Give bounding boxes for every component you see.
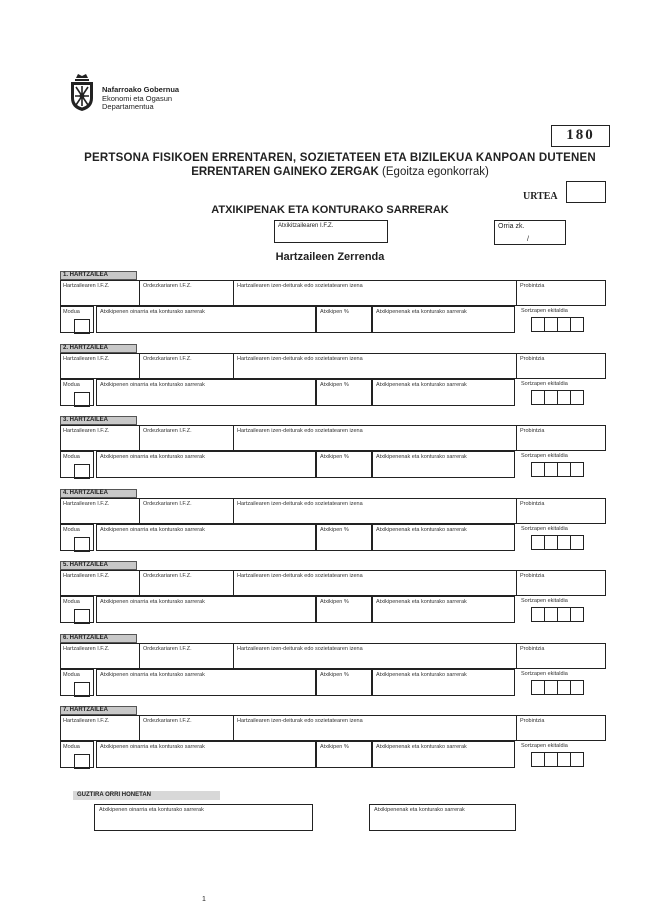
accrual-year-label: Sortzapen ekitaldia <box>521 308 568 314</box>
digit-box[interactable] <box>557 317 571 332</box>
divider <box>516 281 517 305</box>
code-field[interactable] <box>74 537 90 552</box>
code-cell <box>60 669 94 696</box>
accrual-year-cell <box>517 451 606 478</box>
code-field[interactable] <box>74 682 90 697</box>
base-amount-label: Atxikipenen oinarria eta konturako sarrerak <box>100 744 205 750</box>
divider <box>516 354 517 378</box>
accrual-year-boxes[interactable] <box>531 317 583 330</box>
total-withheld-label: Atxikipenenak eta konturako sarrerak <box>374 807 465 813</box>
withheld-field[interactable] <box>372 741 515 768</box>
code-label: Modua <box>63 744 80 750</box>
percent-label: Atxikipen % <box>320 382 349 388</box>
code-label: Modua <box>63 454 80 460</box>
digit-box[interactable] <box>544 607 558 622</box>
recipient-ifz-label: Hartzailearen I.F.Z. <box>63 718 110 724</box>
recipient-name-label: Hartzailearen izen-deiturak edo sozietatearen izena <box>237 573 363 579</box>
recipient-id-row <box>60 715 606 741</box>
digit-box[interactable] <box>557 680 571 695</box>
percent-label: Atxikipen % <box>320 309 349 315</box>
withheld-field[interactable] <box>372 669 515 696</box>
divider <box>233 426 234 450</box>
representative-ifz-label: Ordezkariaren I.F.Z. <box>143 718 192 724</box>
withheld-label: Atxikipenenak eta konturako sarrerak <box>376 309 467 315</box>
recipient-amount-row <box>60 306 606 333</box>
code-label: Modua <box>63 309 80 315</box>
digit-box[interactable] <box>531 607 545 622</box>
section-title: ATXIKIPENAK ETA KONTURAKO SARRERAK <box>211 204 449 216</box>
digit-box[interactable] <box>544 462 558 477</box>
digit-box[interactable] <box>544 390 558 405</box>
province-label: Probintzia <box>520 718 545 724</box>
accrual-year-boxes[interactable] <box>531 390 583 403</box>
percent-label: Atxikipen % <box>320 744 349 750</box>
recipient-id-row <box>60 570 606 596</box>
recipient-amount-row <box>60 379 606 406</box>
base-amount-label: Atxikipenen oinarria eta konturako sarrerak <box>100 454 205 460</box>
recipient-amount-row <box>60 741 606 768</box>
code-field[interactable] <box>74 392 90 407</box>
divider <box>233 281 234 305</box>
org-name <box>102 86 179 112</box>
digit-box[interactable] <box>570 752 584 767</box>
base-amount-field[interactable] <box>96 379 316 406</box>
divider <box>139 354 140 378</box>
withheld-label: Atxikipenenak eta konturako sarrerak <box>376 527 467 533</box>
recipient-amount-row <box>60 451 606 478</box>
digit-box[interactable] <box>544 752 558 767</box>
org-line-2: Ekonomi eta Ogasun <box>102 93 173 103</box>
withheld-field[interactable] <box>372 524 515 551</box>
recipient-ifz-label: Hartzailearen I.F.Z. <box>63 573 110 579</box>
org-line-1: Nafarroako Gobernua <box>102 85 180 94</box>
code-field[interactable] <box>74 319 90 334</box>
recipient-tag: 2. HARTZAILEA <box>60 344 137 353</box>
recipient-id-row <box>60 353 606 379</box>
withholder-ifz-label: Atxikitzailearen I.F.Z. <box>278 223 334 229</box>
base-amount-field[interactable] <box>96 669 316 696</box>
code-cell <box>60 741 94 768</box>
withheld-label: Atxikipenenak eta konturako sarrerak <box>376 744 467 750</box>
recipient-tag: 5. HARTZAILEA <box>60 561 137 570</box>
recipient-name-label: Hartzailearen izen-deiturak edo sozietatearen izena <box>237 283 363 289</box>
year-label: URTEA <box>523 191 558 202</box>
base-amount-field[interactable] <box>96 451 316 478</box>
divider <box>139 716 140 740</box>
accrual-year-boxes[interactable] <box>531 462 583 475</box>
page-number: 1 <box>202 896 206 903</box>
percent-label: Atxikipen % <box>320 672 349 678</box>
accrual-year-boxes[interactable] <box>531 680 583 693</box>
withholder-ifz-field[interactable] <box>274 220 388 243</box>
divider <box>516 499 517 523</box>
province-label: Probintzia <box>520 646 545 652</box>
percent-field[interactable] <box>316 596 372 623</box>
recipient-name-label: Hartzailearen izen-deiturak edo sozietatearen izena <box>237 501 363 507</box>
org-line-3: Departamentua <box>102 102 154 111</box>
recipient-block <box>60 271 606 333</box>
percent-label: Atxikipen % <box>320 599 349 605</box>
withheld-label: Atxikipenenak eta konturako sarrerak <box>376 599 467 605</box>
divider <box>233 716 234 740</box>
digit-box[interactable] <box>557 535 571 550</box>
divider <box>139 499 140 523</box>
recipient-block <box>60 489 606 551</box>
divider <box>233 644 234 668</box>
base-amount-label: Atxikipenen oinarria eta konturako sarrerak <box>100 382 205 388</box>
code-cell <box>60 306 94 333</box>
recipient-ifz-label: Hartzailearen I.F.Z. <box>63 356 110 362</box>
province-label: Probintzia <box>520 428 545 434</box>
recipient-block <box>60 344 606 406</box>
percent-field[interactable] <box>316 379 372 406</box>
recipient-name-label: Hartzailearen izen-deiturak edo sozietatearen izena <box>237 718 363 724</box>
recipient-tag: 7. HARTZAILEA <box>60 706 137 715</box>
divider <box>139 571 140 595</box>
page-number-separator: / <box>527 236 529 243</box>
accrual-year-boxes[interactable] <box>531 607 583 620</box>
base-amount-label: Atxikipenen oinarria eta konturako sarrerak <box>100 672 205 678</box>
total-withheld-field[interactable] <box>369 804 516 831</box>
representative-ifz-label: Ordezkariaren I.F.Z. <box>143 573 192 579</box>
percent-field[interactable] <box>316 669 372 696</box>
total-amount-label: Atxikipenen oinarria eta konturako sarrerak <box>99 807 204 813</box>
divider <box>233 571 234 595</box>
code-cell <box>60 379 94 406</box>
code-field[interactable] <box>74 609 90 624</box>
recipient-name-label: Hartzailearen izen-deiturak edo sozietatearen izena <box>237 646 363 652</box>
digit-box[interactable] <box>570 317 584 332</box>
percent-field[interactable] <box>316 451 372 478</box>
form-title-line-1: PERTSONA FISIKOEN ERRENTAREN, SOZIETATEEN ETA BIZILEKUA KANPOAN DUTENEN <box>84 152 596 164</box>
form-number: 180 <box>551 125 610 147</box>
accrual-year-boxes[interactable] <box>531 535 583 548</box>
code-label: Modua <box>63 527 80 533</box>
code-field[interactable] <box>74 464 90 479</box>
accrual-year-cell <box>517 524 606 551</box>
digit-box[interactable] <box>531 680 545 695</box>
base-amount-label: Atxikipenen oinarria eta konturako sarrerak <box>100 527 205 533</box>
digit-box[interactable] <box>531 390 545 405</box>
code-field[interactable] <box>74 754 90 769</box>
recipients-list-title: Hartzaileen Zerrenda <box>275 251 385 263</box>
digit-box[interactable] <box>570 462 584 477</box>
digit-box[interactable] <box>531 462 545 477</box>
page-number-label: Orria zk. <box>498 223 525 230</box>
recipient-amount-row <box>60 524 606 551</box>
recipient-block <box>60 706 606 768</box>
percent-label: Atxikipen % <box>320 454 349 460</box>
withheld-label: Atxikipenenak eta konturako sarrerak <box>376 672 467 678</box>
divider <box>139 281 140 305</box>
code-cell <box>60 524 94 551</box>
year-field[interactable] <box>566 181 606 203</box>
representative-ifz-label: Ordezkariaren I.F.Z. <box>143 646 192 652</box>
digit-box[interactable] <box>544 317 558 332</box>
recipient-block <box>60 634 606 696</box>
digit-box[interactable] <box>544 680 558 695</box>
representative-ifz-label: Ordezkariaren I.F.Z. <box>143 283 192 289</box>
digit-box[interactable] <box>570 607 584 622</box>
code-cell <box>60 596 94 623</box>
accrual-year-cell <box>517 669 606 696</box>
recipient-ifz-label: Hartzailearen I.F.Z. <box>63 428 110 434</box>
recipient-id-row <box>60 425 606 451</box>
recipient-ifz-label: Hartzailearen I.F.Z. <box>63 646 110 652</box>
province-label: Probintzia <box>520 356 545 362</box>
recipient-id-row <box>60 498 606 524</box>
recipient-tag: 4. HARTZAILEA <box>60 489 137 498</box>
digit-box[interactable] <box>557 462 571 477</box>
withheld-field[interactable] <box>372 596 515 623</box>
base-amount-field[interactable] <box>96 596 316 623</box>
divider <box>139 644 140 668</box>
divider <box>139 426 140 450</box>
withheld-field[interactable] <box>372 379 515 406</box>
accrual-year-cell <box>517 379 606 406</box>
digit-box[interactable] <box>557 607 571 622</box>
divider <box>233 354 234 378</box>
digit-box[interactable] <box>557 752 571 767</box>
province-label: Probintzia <box>520 573 545 579</box>
recipient-id-row <box>60 280 606 306</box>
divider <box>516 426 517 450</box>
percent-field[interactable] <box>316 741 372 768</box>
digit-box[interactable] <box>557 390 571 405</box>
recipient-tag: 1. HARTZAILEA <box>60 271 137 280</box>
recipient-tag: 3. HARTZAILEA <box>60 416 137 425</box>
divider <box>516 571 517 595</box>
digit-box[interactable] <box>544 535 558 550</box>
representative-ifz-label: Ordezkariaren I.F.Z. <box>143 428 192 434</box>
accrual-year-label: Sortzapen ekitaldia <box>521 598 568 604</box>
recipient-ifz-label: Hartzailearen I.F.Z. <box>63 501 110 507</box>
digit-box[interactable] <box>531 535 545 550</box>
digit-box[interactable] <box>531 317 545 332</box>
digit-box[interactable] <box>570 390 584 405</box>
code-label: Modua <box>63 382 80 388</box>
accrual-year-label: Sortzapen ekitaldia <box>521 453 568 459</box>
digit-box[interactable] <box>531 752 545 767</box>
province-label: Probintzia <box>520 501 545 507</box>
recipient-amount-row <box>60 596 606 623</box>
recipient-amount-row <box>60 669 606 696</box>
accrual-year-label: Sortzapen ekitaldia <box>521 671 568 677</box>
recipient-block <box>60 416 606 478</box>
recipient-tag: 6. HARTZAILEA <box>60 634 137 643</box>
accrual-year-label: Sortzapen ekitaldia <box>521 743 568 749</box>
page-totals-label: GUZTIRA ORRI HONETAN <box>73 791 220 800</box>
form-title-note: (Egoitza egonkorrak) <box>382 166 489 178</box>
divider <box>516 716 517 740</box>
form-title-line-2 <box>60 166 620 178</box>
accrual-year-boxes[interactable] <box>531 752 583 765</box>
withheld-field[interactable] <box>372 451 515 478</box>
recipient-ifz-label: Hartzailearen I.F.Z. <box>63 283 110 289</box>
recipient-name-label: Hartzailearen izen-deiturak edo sozietatearen izena <box>237 428 363 434</box>
digit-box[interactable] <box>570 680 584 695</box>
percent-field[interactable] <box>316 524 372 551</box>
page-number-field[interactable] <box>494 220 566 245</box>
base-amount-label: Atxikipenen oinarria eta konturako sarrerak <box>100 599 205 605</box>
base-amount-field[interactable] <box>96 306 316 333</box>
accrual-year-label: Sortzapen ekitaldia <box>521 526 568 532</box>
divider <box>233 499 234 523</box>
base-amount-label: Atxikipenen oinarria eta konturako sarrerak <box>100 309 205 315</box>
accrual-year-cell <box>517 741 606 768</box>
form-title-main: ERRENTAREN GAINEKO ZERGAK <box>191 166 379 178</box>
accrual-year-label: Sortzapen ekitaldia <box>521 381 568 387</box>
withheld-label: Atxikipenenak eta konturako sarrerak <box>376 454 467 460</box>
code-label: Modua <box>63 672 80 678</box>
withheld-label: Atxikipenenak eta konturako sarrerak <box>376 382 467 388</box>
recipient-id-row <box>60 643 606 669</box>
digit-box[interactable] <box>570 535 584 550</box>
divider <box>516 644 517 668</box>
recipient-name-label: Hartzailearen izen-deiturak edo sozietatearen izena <box>237 356 363 362</box>
percent-label: Atxikipen % <box>320 527 349 533</box>
accrual-year-cell <box>517 596 606 623</box>
percent-field[interactable] <box>316 306 372 333</box>
recipient-block <box>60 561 606 623</box>
representative-ifz-label: Ordezkariaren I.F.Z. <box>143 356 192 362</box>
total-amount-field[interactable] <box>94 804 313 831</box>
representative-ifz-label: Ordezkariaren I.F.Z. <box>143 501 192 507</box>
province-label: Probintzia <box>520 283 545 289</box>
base-amount-field[interactable] <box>96 741 316 768</box>
code-cell <box>60 451 94 478</box>
coat-of-arms-logo <box>68 72 96 112</box>
base-amount-field[interactable] <box>96 524 316 551</box>
code-label: Modua <box>63 599 80 605</box>
withheld-field[interactable] <box>372 306 515 333</box>
accrual-year-cell <box>517 306 606 333</box>
